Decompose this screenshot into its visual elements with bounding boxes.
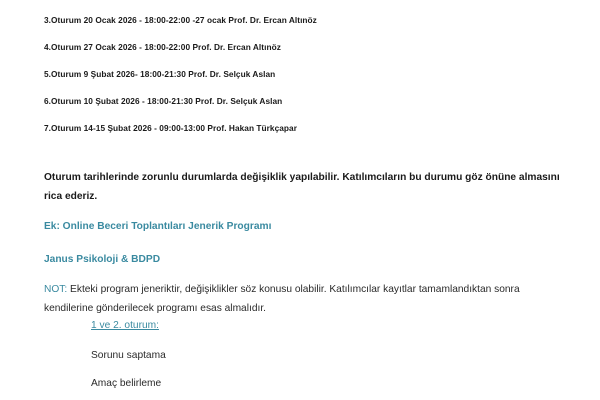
session-line-7: 7.Oturum 14-15 Şubat 2026 - 09:00-13:00 Prof. Hakan Türkçapar [44,123,297,133]
plan-item-goal-setting: Amaç belirleme [91,378,162,389]
plan-item-problem-identification: Sorunu saptama [91,350,166,361]
session-line-3: 3.Oturum 20 Ocak 2026 - 18:00-22:00 -27 ocak Prof. Dr. Ercan Altınöz [44,15,317,25]
program-note [44,280,564,318]
schedule-change-notice: Oturum tarihlerinde zorunlu durumlarda değişiklik yapılabilir. Katılımcıların bu durumu göz önüne almasını rica ederiz. [44,172,560,202]
sessions-1-2-link[interactable]: 1 ve 2. oturum: [91,320,159,331]
appendix-title: Ek: Online Beceri Toplantıları Jenerik Programı [44,221,272,232]
note-text: Ekteki program jeneriktir, değişiklikler söz konusu olabilir. Katılımcılar kayıtlar tamamlandıktan sonra kendilerine gönderilecek programı esas almalıdır. [44,284,520,314]
session-line-6: 6.Oturum 10 Şubat 2026 - 18:00-21:30 Prof. Dr. Selçuk Aslan [44,96,283,106]
session-line-4: 4.Oturum 27 Ocak 2026 - 18:00-22:00 Prof. Dr. Ercan Altınöz [44,42,281,52]
organization-title: Janus Psikoloji & BDPD [44,254,161,265]
note-label: NOT: [44,284,68,295]
session-line-5: 5.Oturum 9 Şubat 2026- 18:00-21:30 Prof. Dr. Selçuk Aslan [44,69,276,79]
